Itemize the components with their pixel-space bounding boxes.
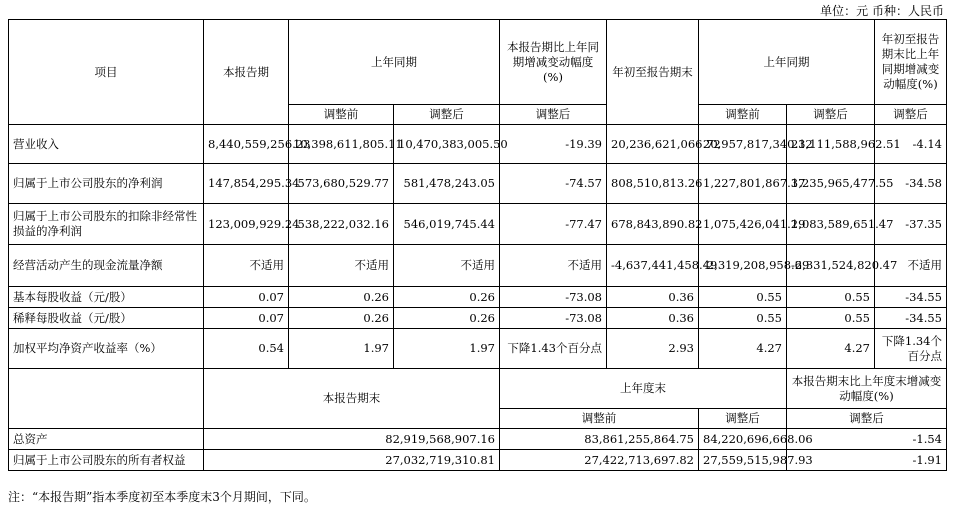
row-label: 加权平均净资产收益率（%）	[9, 329, 204, 369]
cell: 0.26	[394, 308, 500, 329]
row-label: 归属于上市公司股东的净利润	[9, 164, 204, 204]
cell: -74.57	[500, 164, 607, 204]
table-row	[9, 164, 947, 204]
cell: -73.08	[500, 287, 607, 308]
cell: 0.55	[699, 287, 787, 308]
bottom-header-before-adj: 调整前	[500, 409, 699, 429]
header-before-adj-2: 调整前	[699, 105, 787, 125]
cell: -4.14	[875, 125, 947, 164]
cell: 0.55	[699, 308, 787, 329]
cell: 1,083,589,651.47	[787, 204, 875, 245]
row-label: 稀释每股收益（元/股）	[9, 308, 204, 329]
cell: 0.36	[607, 287, 699, 308]
header-before-adj: 调整前	[289, 105, 394, 125]
cell: 20,957,817,340.32	[699, 125, 787, 164]
row-label: 归属于上市公司股东的所有者权益	[9, 450, 204, 471]
table-row	[9, 245, 947, 287]
cell: 0.26	[289, 287, 394, 308]
cell: -1.54	[787, 429, 947, 450]
bottom-header-last-year-end: 上年度末	[500, 369, 787, 409]
row-label: 总资产	[9, 429, 204, 450]
row-label: 基本每股收益（元/股）	[9, 287, 204, 308]
cell: -73.08	[500, 308, 607, 329]
cell: 123,009,929.24	[204, 204, 289, 245]
header-current-period: 本报告期	[204, 20, 289, 125]
cell: -77.47	[500, 204, 607, 245]
cell: 10,398,611,805.11	[289, 125, 394, 164]
cell: 0.54	[204, 329, 289, 369]
cell: 0.07	[204, 308, 289, 329]
table-row	[9, 429, 947, 450]
footnote: 注：“本报告期”指本季度初至本季度末3个月期间，下同。	[8, 490, 316, 504]
header-change-ytd: 年初至报告期末比上年同期增减变动幅度(%)	[875, 20, 947, 105]
cell: 10,470,383,005.50	[394, 125, 500, 164]
cell: 538,222,032.16	[289, 204, 394, 245]
cell: 不适用	[500, 245, 607, 287]
bottom-header-period-end: 本报告期末	[204, 369, 500, 429]
cell: 21,111,588,962.51	[787, 125, 875, 164]
cell: 1,227,801,867.37	[699, 164, 787, 204]
cell: 下降1.34个百分点	[875, 329, 947, 369]
cell: 不适用	[289, 245, 394, 287]
cell: 27,032,719,310.81	[204, 450, 500, 471]
cell: 573,680,529.77	[289, 164, 394, 204]
cell: 1.97	[289, 329, 394, 369]
cell: -19.39	[500, 125, 607, 164]
cell: 1,235,965,477.55	[787, 164, 875, 204]
header-ytd: 年初至报告期末	[607, 20, 699, 125]
header-prior-same-period-2: 上年同期	[699, 20, 875, 105]
cell: 20,236,621,066.72	[607, 125, 699, 164]
cell: 下降1.43个百分点	[500, 329, 607, 369]
cell: 不适用	[394, 245, 500, 287]
bottom-header-change: 本报告期末比上年度末增减变动幅度(%)	[787, 369, 947, 409]
cell: 546,019,745.44	[394, 204, 500, 245]
cell: -2,331,524,820.47	[787, 245, 875, 287]
table-row	[9, 287, 947, 308]
financial-data-table	[8, 19, 947, 471]
cell: 0.07	[204, 287, 289, 308]
cell: 4.27	[699, 329, 787, 369]
cell: 27,559,515,987.93	[699, 450, 787, 471]
header-after-adj-4: 调整后	[875, 105, 947, 125]
cell: -37.35	[875, 204, 947, 245]
cell: 147,854,295.34	[204, 164, 289, 204]
cell: 0.55	[787, 308, 875, 329]
cell: 8,440,559,256.23	[204, 125, 289, 164]
cell: 0.26	[289, 308, 394, 329]
header-prior-same-period: 上年同期	[289, 20, 500, 105]
cell: -34.58	[875, 164, 947, 204]
bottom-header-after-adj-2: 调整后	[787, 409, 947, 429]
table-row	[9, 125, 947, 164]
cell: 83,861,255,864.75	[500, 429, 699, 450]
cell: 2.93	[607, 329, 699, 369]
table-row	[9, 450, 947, 471]
cell: -4,637,441,458.49	[607, 245, 699, 287]
cell: -34.55	[875, 308, 947, 329]
header-after-adj: 调整后	[394, 105, 500, 125]
table-row	[9, 204, 947, 245]
cell: 678,843,890.82	[607, 204, 699, 245]
cell: 不适用	[204, 245, 289, 287]
cell: 0.55	[787, 287, 875, 308]
cell: -34.55	[875, 287, 947, 308]
row-label: 经营活动产生的现金流量净额	[9, 245, 204, 287]
cell: -1.91	[787, 450, 947, 471]
header-after-adj-3: 调整后	[787, 105, 875, 125]
cell: 808,510,813.26	[607, 164, 699, 204]
bottom-header-blank	[9, 369, 204, 429]
table-row	[9, 329, 947, 369]
cell: 82,919,568,907.16	[204, 429, 500, 450]
cell: 4.27	[787, 329, 875, 369]
cell: 不适用	[875, 245, 947, 287]
row-label: 营业收入	[9, 125, 204, 164]
cell: 1,075,426,041.29	[699, 204, 787, 245]
row-label: 归属于上市公司股东的扣除非经常性损益的净利润	[9, 204, 204, 245]
header-change-current: 本报告期比上年同期增减变动幅度(%)	[500, 20, 607, 105]
cell: -2,319,208,958.69	[699, 245, 787, 287]
bottom-header-after-adj: 调整后	[699, 409, 787, 429]
header-item: 项目	[9, 20, 204, 125]
cell: 1.97	[394, 329, 500, 369]
cell: 27,422,713,697.82	[500, 450, 699, 471]
unit-currency-label: 单位：元 币种：人民币	[820, 4, 944, 18]
cell: 0.26	[394, 287, 500, 308]
cell: 0.36	[607, 308, 699, 329]
cell: 84,220,696,668.06	[699, 429, 787, 450]
table-row	[9, 308, 947, 329]
cell: 581,478,243.05	[394, 164, 500, 204]
header-after-adj-2: 调整后	[500, 105, 607, 125]
